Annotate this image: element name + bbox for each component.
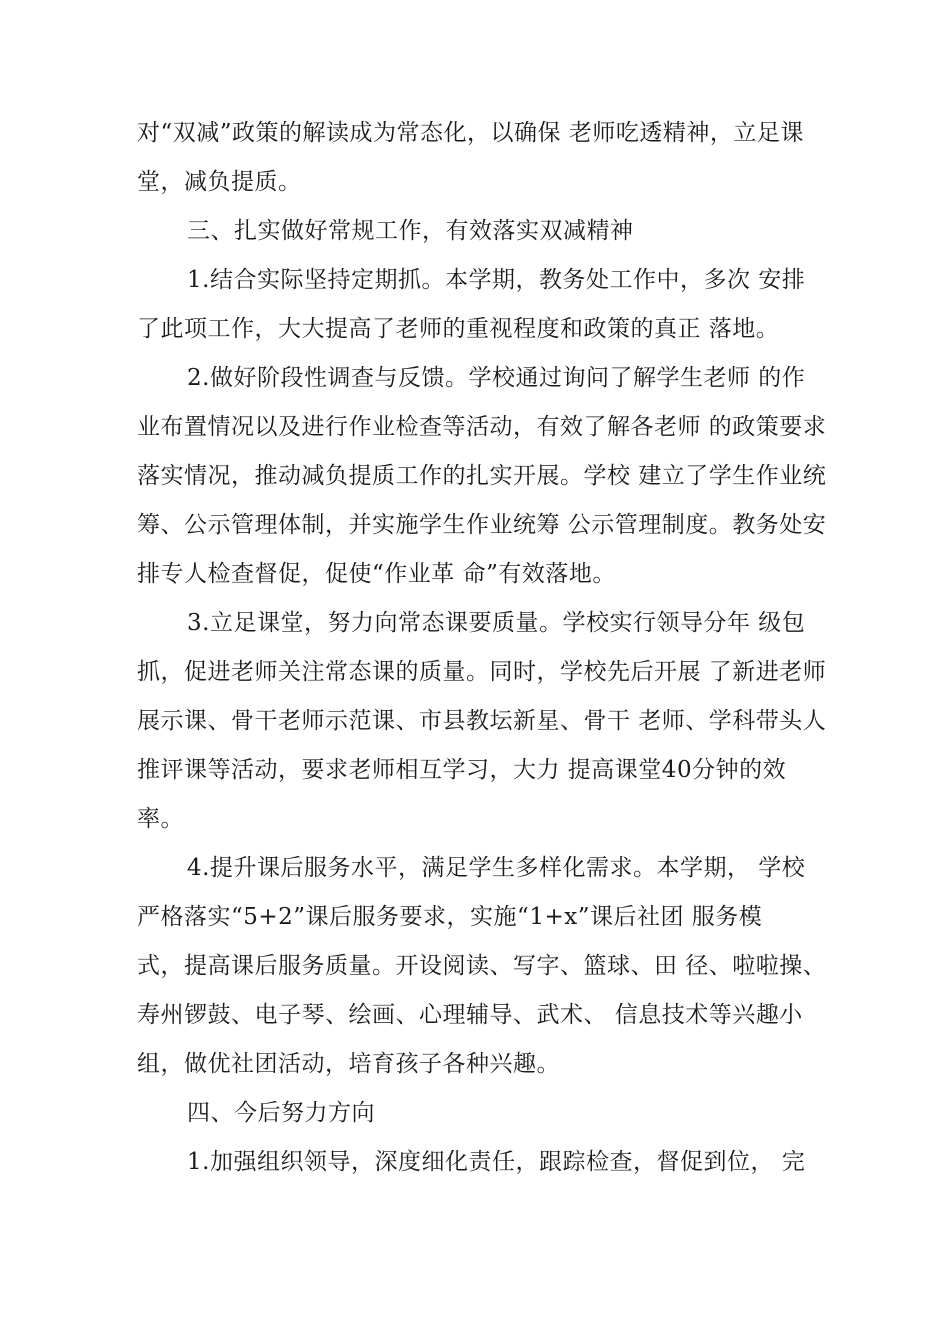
section-heading-3: 三、扎实做好常规工作，有效落实双减精神 xyxy=(187,218,634,244)
text-line-11: 3.立足课堂，努力向常态课要质量。学校实行领导分年 级包 xyxy=(187,610,806,636)
text-line-12: 抓，促进老师关注常态课的质量。同时，学校先后开展 了新进老师 xyxy=(137,659,827,685)
text-line-22: 1.加强组织领导，深度细化责任，跟踪检查，督促到位， 完 xyxy=(187,1149,806,1175)
text-line-1: 对“双减”政策的解读成为常态化，以确保 老师吃透精神，立足课 xyxy=(137,120,804,146)
text-line-17: 严格落实“5+2”课后服务要求，实施“1+x”课后社团 服务模 xyxy=(137,904,763,930)
text-line-4: 1.结合实际坚持定期抓。本学期，教务处工作中，多次 安排 xyxy=(187,267,806,293)
document-body xyxy=(137,109,827,1187)
text-line-20: 组，做优社团活动，培育孩子各种兴趣。 xyxy=(137,1051,560,1077)
text-line-16: 4.提升课后服务水平，满足学生多样化需求。本学期， 学校 xyxy=(187,855,806,881)
text-line-13: 展示课、骨干老师示范课、市县教坛新星、骨干 老师、学科带头人 xyxy=(137,708,827,734)
text-line-5: 了此项工作，大大提高了老师的重视程度和政策的真正 落地。 xyxy=(137,316,780,342)
text-line-10: 排专人检查督促，促使“作业革 命”有效落地。 xyxy=(137,561,616,587)
text-line-2: 堂，减负提质。 xyxy=(137,169,302,195)
text-line-8: 落实情况，推动减负提质工作的扎实开展。学校 建立了学生作业统 xyxy=(137,463,827,489)
text-line-18: 式，提高课后服务质量。开设阅读、写字、篮球、田 径、啦啦操、 xyxy=(137,953,827,979)
text-line-9: 筹、公示管理体制，并实施学生作业统筹 公示管理制度。教务处安 xyxy=(137,512,827,538)
section-heading-4: 四、今后努力方向 xyxy=(187,1100,375,1126)
text-line-19: 寿州锣鼓、电子琴、绘画、心理辅导、武术、 信息技术等兴趣小 xyxy=(137,1002,803,1028)
text-line-14: 推评课等活动，要求老师相互学习，大力 提高课堂40分钟的效 xyxy=(137,757,787,783)
text-line-6: 2.做好阶段性调查与反馈。学校通过询问了解学生老师 的作 xyxy=(187,365,806,391)
text-line-7: 业布置情况以及进行作业检查等活动，有效了解各老师 的政策要求 xyxy=(137,414,827,440)
text-line-15: 率。 xyxy=(137,806,184,832)
